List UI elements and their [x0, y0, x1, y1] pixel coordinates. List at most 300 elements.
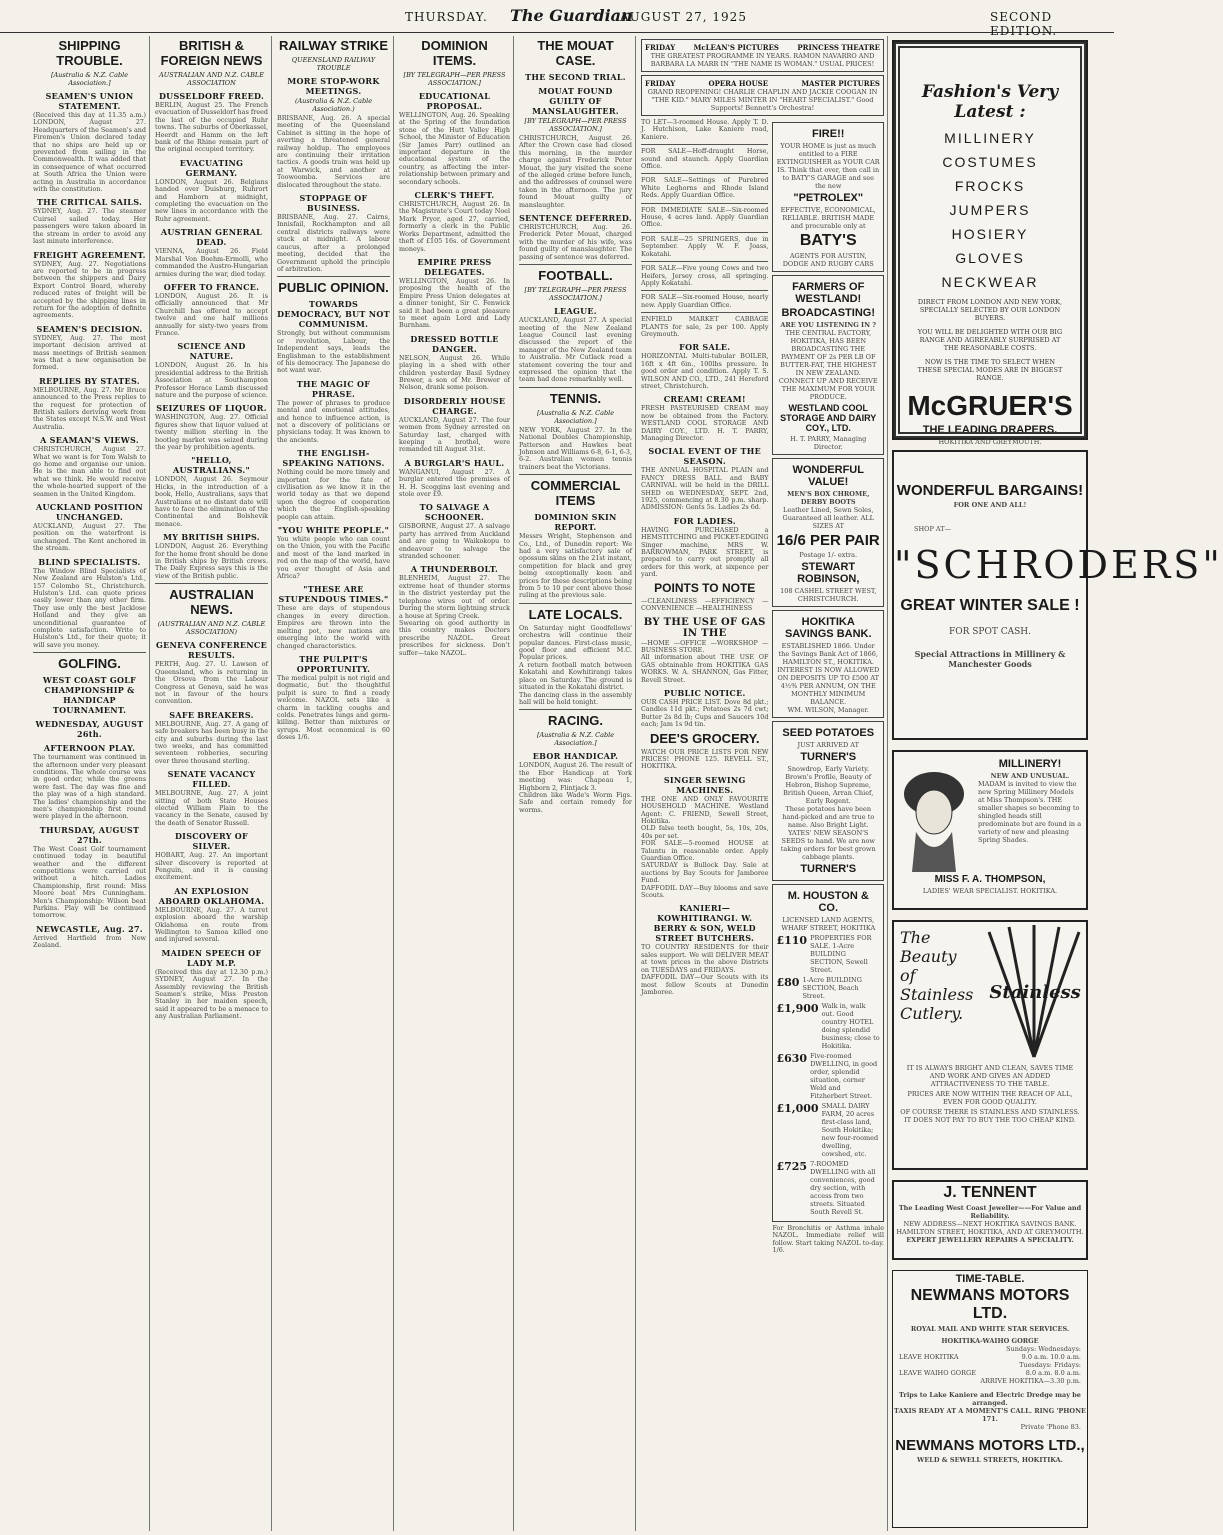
ad-heading: TIME-TABLE.: [955, 1273, 1025, 1285]
heading-dominion-items: DOMINION ITEMS.: [421, 38, 488, 68]
ad-price: 16/6 PER PAIR: [776, 532, 880, 549]
column-classifieds: [638, 36, 888, 1531]
subheading: SCIENCE AND NATURE.: [177, 341, 246, 362]
source-line: AUSTRALIAN AND N.Z. CABLE ASSOCIATION: [159, 71, 264, 87]
ad-text: MEN'S BOX CHROME, DERBY BOOTS: [787, 490, 870, 506]
ad-heading: WESTLAND COOL STORAGE AND DAIRY COY., LTD.: [780, 403, 877, 433]
ad-text: LADIES' WEAR SPECIALIST. HOKITIKA.: [922, 887, 1058, 895]
divider: [641, 144, 768, 145]
ad-text: DIRECT FROM LONDON AND NEW YORK, SPECIALLY SELECTED BY OUR LONDON BUYERS.: [917, 298, 1063, 322]
divider: [519, 474, 632, 475]
article-text: These are days of stupendous changes in every direction. Empires are thrown into the melting pot, new nations are emerging into the world with changed characteristics.: [277, 604, 390, 650]
article-text: MELBOURNE, Aug. 27. A turret explosion aboard the warship Oklahoma en route from Wellington to Samoa killed one and injured several.: [155, 905, 268, 944]
subheading: AFTERNOON PLAY.: [43, 743, 136, 754]
article-text: AUCKLAND, August 27. A special meeting of the New Zealand League Council last evening discussed the report of the manager of the New Zealand team to Australia. Mr Cutlack read a statement covering the tour and expressed the opinion that the team had done remarkably well.: [519, 316, 632, 384]
property-price: £1,900: [776, 1002, 819, 1015]
ad-text: PRICES ARE NOW WITHIN THE REACH OF ALL, EVEN FOR GOOD QUALITY.: [907, 1090, 1073, 1106]
subheading: WEST COAST GOLF CHAMPIONSHIP & HANDICAP TOURNAMENT.: [42, 675, 137, 716]
article-text: The Window Blind Specialists of New Zealand are Hulston's Ltd., 157 Colombo St., Christchurch. Hulston's Ltd. can quote prices easily lower than any other firm. They use only the best Jacklose Holland and they give an unconditional guarantee of complete satisfaction. Write to Hulston's Ltd., for their quote; it will save you money.: [33, 566, 146, 649]
source-line: (Australia & N.Z. Cable Association.): [294, 97, 373, 113]
subheading: DRESSED BOTTLE DANGER.: [410, 333, 499, 354]
property-price: £725: [776, 1160, 808, 1173]
classified: SATURDAY is Bullock Day. Sale at auctions by Bay Scouts for Jamboree Fund.: [641, 861, 769, 885]
subheading: LEAGUE.: [554, 306, 597, 317]
classified: WATCH OUR PRICE LISTS FOR NEW PRICES! PHONE 125. REVELL ST., HOKITIKA.: [641, 747, 769, 771]
classified: HAVING PURCHASED a HEMSTITCHING and PICKET-EDGING Singer machine, MRS W. BARROWMAN, PARK STREET, is prepared to carry out promptly all orders for this work, at sixpence per yard.: [641, 525, 769, 579]
ad-mcgruers-fashion: [892, 40, 1088, 446]
subheading: TO SALVAGE A SCHOONER.: [419, 502, 490, 523]
subheading: SEAMEN'S DECISION.: [36, 323, 143, 334]
subheading: AUCKLAND POSITION UNCHANGED.: [36, 502, 143, 523]
property-listing: [776, 1102, 880, 1158]
article-text: BLENHEIM, August 27. The extreme heat of thunder storms in the district yesterday put the telephone wires out of order. During the storm lightning struck a house at Spring Creek.: [399, 574, 510, 620]
property-desc: 7-ROOMED DWELLING with all conveniences, good dry section, with access from two streets. Situated South Revell St.: [810, 1160, 876, 1216]
tt-times: 8.0 a.m. 8.0 a.m.: [1025, 1369, 1081, 1377]
property-listing: [776, 934, 880, 974]
source-line: [BY TELEGRAPH—PER PRESS ASSOCIATION.]: [403, 71, 506, 87]
ad-text: EXPERT JEWELLERY REPAIRS A SPECIALITY.: [906, 1236, 1074, 1244]
ad-text: JUST ARRIVED AT: [797, 741, 859, 749]
ad-mcleans-pictures: [641, 39, 884, 72]
subheading: SENATE VACANCY FILLED.: [167, 769, 256, 790]
ad-tennent: [892, 1180, 1088, 1260]
ad-text: Private 'Phone 83.: [1020, 1423, 1081, 1431]
ad-heading: WONDERFUL BARGAINS!: [896, 482, 1084, 499]
classified: FRESH PASTEURISED CREAM may now be obtained from the Factory. WESTLAND COOL STORAGE AND DAIRY COY., LTD. H. T. PARRY, Managing Director.: [641, 404, 769, 442]
ad-text: EFFECTIVE, ECONOMICAL, RELIABLE. BRITISH MADE and procurable only at: [780, 206, 876, 230]
ad-wonderful-value: [772, 458, 884, 607]
subheading: CREAM! CREAM!: [663, 394, 746, 405]
ad-heading: SEED POTATOES: [782, 727, 875, 739]
ad-heading: TURNER'S: [800, 863, 857, 875]
classified: OLD false teeth bought, 5s, 10s, 20s, 40s per set.: [641, 824, 769, 840]
article-text: WANGANUI, August 27. A burglar entered the premises of H. H. Scoggins last evening and stole over £9.: [399, 467, 510, 499]
article-text: PERTH, Aug. 27. U. Lawson of Queensland, who is returning in the Orsova from the Labour Congress at Geneva, said he was not in favour of the hours convention.: [155, 660, 268, 706]
source-line: (AUSTRALIAN AND N.Z. CABLE ASSOCIATION): [157, 620, 266, 637]
article-text: CHRISTCHURCH, Aug. 26. Frederick Peter Mouat, charged with the murder of his wife, was found guilty of manslaughter. The passing of sentence was deferred.: [519, 223, 632, 261]
ad-heading: HOKITIKA SAVINGS BANK.: [784, 616, 872, 640]
classified: —HOME —OFFICE —WORKSHOP —BUSINESS STORE.: [641, 638, 769, 654]
fashion-item: NECKWEAR: [941, 274, 1039, 290]
heading-late-locals: LATE LOCALS.: [528, 606, 623, 622]
ad-schroders: [892, 450, 1223, 740]
ad-text: CONNECT UP AND RECEIVE THE MAXIMUM FOR YOUR PRODUCE.: [778, 377, 878, 401]
ad-heading: Beauty of: [900, 947, 957, 985]
ad-heading: MISS F. A. THOMPSON,: [934, 874, 1046, 885]
classified: DAFFODIL DAY—Our Scouts with its most fellow Scouts at Dunedin Jamboree.: [641, 973, 769, 996]
article-text: Arrived Hartfield from New Zealand.: [33, 933, 146, 950]
ad-text: These potatoes have been hand-picked and are true to name. Also Bright Light. YATES' NEW SEASON'S SEEDS to hand. We are now taking orders for best grown cabbage plants.: [780, 805, 876, 861]
ad-text: Trips to Lake Kaniere and Electric Dredge may be arranged.: [899, 1391, 1081, 1407]
lady-hat-icon: [894, 752, 974, 872]
ad-heading: GREAT WINTER SALE !: [900, 597, 1080, 614]
stainless-script: Stainless: [989, 982, 1081, 1003]
ad-text: NOW IS THE TIME TO SELECT WHEN THESE SPECIAL MODES ARE IN BIGGEST RANGE.: [917, 358, 1063, 382]
ad-heading: THE LEADING DRAPERS.: [922, 424, 1058, 436]
article-text: MELBOURNE, Aug. 27. A joint sitting of both State Houses elected William Plain to the vacancy in the Senate, caused by the death of Senator Russell.: [155, 789, 268, 827]
subheading: "THESE ARE STUPENDOUS TIMES.": [278, 584, 389, 605]
masthead: [0, 0, 1114, 38]
ad-venue: OPERA HOUSE: [708, 79, 769, 88]
heading-shipping: SHIPPING TROUBLE.: [56, 38, 123, 68]
ad-heading: NEWMANS MOTORS LTD.: [910, 1287, 1070, 1322]
article-text: The dancing class in the assembly hall will be held tonight.: [519, 690, 632, 706]
ad-text: LICENSED LAND AGENTS, WHARF STREET, HOKITIKA: [781, 916, 876, 932]
ad-text: WELD & SEWELL STREETS, HOKITIKA.: [917, 1456, 1063, 1464]
subheading: FOR LADIES.: [673, 515, 736, 526]
article-text: WELLINGTON, August 26. In proposing the health of the Empire Press Union delegates at a dinner tonight, Sir C. Fenwick said it had been a great pleasure to meet again Lord and Lady Burnham.: [399, 276, 510, 330]
article-text: AUCKLAND, August 27. The four women from Sydney arrested on Saturday last, charged with keeping a brothel, were remanded till August 31st.: [399, 415, 510, 454]
article-text: CHRISTCHURCH, August 26. After the Crown case had closed this morning, in the murder charge against Frederick Peter Mouat, the jury visited the scene of the alleged crime before lunch, and the addresses of counsel were taken in the afternoon. The jury found Mouat guilty of manslaughter.: [519, 134, 632, 209]
ad-text: GRAND REOPENING! CHARLIE CHAPLIN AND JACKIE COOGAN IN "THE KID." MARY MILES MINTER IN "HEART SPECIALIST." Good Supports! Bennett's Orchestra!: [647, 88, 878, 112]
ad-heading: Stainless: [900, 985, 974, 1004]
article-text: Messrs Wright, Stephenson and Co., Ltd., of Dunedin report: We had a very satisfactory sale of opossum skins on the 21st instant, competition for black and grey being exceptionally keen and prices for these descriptions being from 5 to 10 per cent above those ruling at the previous sale.: [519, 532, 632, 600]
divider: [155, 583, 268, 584]
article-text: You white people who can count on the Union, you with the Pacific and most of the land marked in red on the map of the world, have you ever thought of Asia and Africa?: [277, 535, 390, 581]
subheading: SEIZURES OF LIQUOR.: [156, 403, 267, 414]
masthead-title: The Guardian: [510, 6, 633, 25]
article-text: (Received this day at 12.30 p.m.) SYDNEY, August 27. In the Assembly reviewing the British Seamen's strike, Miss Preston Stanley in her maiden speech, said it appeared to be a menace to any Australian Parliament.: [155, 967, 268, 1021]
ad-savings-bank: [772, 610, 884, 718]
ad-text: IT IS ALWAYS BRIGHT AND CLEAN, SAVES TIME AND WORK AND GIVES AN ADDED ATTRACTIVENESS TO THE TABLE.: [906, 1064, 1074, 1088]
ad-text: WM. WILSON, Manager.: [787, 706, 869, 714]
ad-text: ROYAL MAIL AND WHITE STAR SERVICES.: [910, 1325, 1070, 1333]
classified: FOR IMMEDIATE SALE—Six-roomed House, 4 acres land. Apply Guardian Office.: [641, 205, 769, 229]
source-line: [Australia & N.Z. Cable Association.]: [50, 71, 129, 87]
ad-text: Postage 1/- extra.: [799, 551, 858, 559]
ad-day: FRIDAY: [645, 43, 676, 52]
fashion-item: COSTUMES: [942, 154, 1038, 170]
ad-text: H. T. PARRY, Managing Director.: [790, 435, 867, 451]
subheading: FOR SALE.: [679, 342, 731, 353]
ad-text: FOR ONE AND ALL!: [953, 501, 1027, 509]
subheading: THE CRITICAL SAILS.: [36, 197, 143, 208]
property-desc: Walk in, walk out. Good country HOTEL doing splendid business; close to Hokitika.: [821, 1002, 880, 1050]
article-text: SYDNEY, Aug. 27. The steamer Cuirsel sailed today. Her passengers were taken aboard in the stream in order to avoid any last minute interference.: [33, 207, 146, 246]
column-shipping: [30, 36, 150, 1531]
divider: [641, 203, 768, 204]
ad-text: YOUR HOME is just as much entitled to a FIRE EXTINGUISHER as YOUR CAR IS. Think that over, then call in to BATY'S GARAGE and see the new: [776, 142, 880, 190]
heading-points: POINTS TO NOTE: [654, 580, 756, 595]
ad-fire: [772, 122, 884, 272]
article-text: GISBORNE, August 27. A salvage party has arrived from Auckland and are going to Waikokopu to endeavour to salvage the stranded schooner.: [399, 522, 510, 561]
article-text: SYDNEY, Aug. 27. Negotiations are reported to be in progress between the shippers and Dairy Export Control Board, whereby reduced rates of freight will be accepted by the shipping lines in return for the adoption of definite agreements.: [33, 259, 146, 320]
divider: [641, 312, 768, 313]
ad-heading: J. TENNENT: [943, 1184, 1037, 1201]
divider: [641, 173, 768, 174]
ad-seed-potatoes: [772, 721, 884, 881]
fashion-item: HOSIERY: [951, 226, 1029, 242]
tt-times: 9.0 a.m. 10.0 a.m.: [1021, 1353, 1081, 1361]
ad-text: NEW ADDRESS—NEXT HOKITIKA SAVINGS BANK. HAMILTON STREET, HOKITIKA, AND AT GREYMOUTH.: [896, 1220, 1084, 1236]
heading-public-opinion: PUBLIC OPINION.: [278, 280, 389, 296]
article-text: The tournament was continued in the afternoon under very pleasant conditions. The whole course was in good order, while the greens were fast. The day was fine and the play was of a high standard. The ladies' championship and the men's championship first round were played in the afternoon.: [33, 753, 146, 821]
ad-newmans-timetable: [892, 1270, 1088, 1528]
ad-text: ARRIVE HOKITIKA—3.30 p.m.: [980, 1377, 1081, 1385]
ad-heading: M. HOUSTON & CO.: [787, 890, 869, 914]
ad-text: YOU WILL BE DELIGHTED WITH OUR BIG RANGE AND AGREEABLY SURPRISED AT THE REASONABLE COSTS.: [917, 328, 1063, 352]
ad-heading: Fashion's Very Latest :: [921, 82, 1059, 122]
article-text: SYDNEY, Aug. 27. The most important decision arrived at mass meetings of British seamen was that a new organisation be formed.: [33, 333, 146, 372]
ad-text: Leather Lined, Sewn Soles, Guaranteed all leather. ALL SIZES AT: [782, 506, 874, 530]
tt-label: LEAVE HOKITIKA: [899, 1353, 959, 1361]
subheading: AUSTRIAN GENERAL DEAD.: [160, 227, 263, 248]
subheading: THE PULPIT'S OPPORTUNITY.: [296, 653, 371, 674]
subheading: DUSSELDORF FREED.: [158, 91, 265, 101]
classified: TO COUNTRY RESIDENTS for their sales support. We will DELIVER MEAT at town prices in the above Districts on TUESDAYS and FRIDAYS.: [641, 943, 769, 974]
subheading: THE SECOND TRIAL.: [525, 72, 626, 82]
ad-heading: STEWART ROBINSON,: [797, 561, 860, 585]
ad-text: THE CENTRAL FACTORY, HOKITIKA, HAS BEEN BROADCASTING THE PAYMENT OF 2s PER LB OF BUTTER-FAT, THE HIGHEST IN NEW ZEALAND.: [780, 329, 877, 377]
subheading: OFFER TO FRANCE.: [163, 281, 260, 292]
subheading: A SEAMAN'S VIEWS.: [40, 435, 139, 446]
heading-australian-news: AUSTRALIAN NEWS.: [169, 587, 254, 618]
article-text: LONDON, August 26. Everything for the home front should be done in British ships by British crews. The Daily Express says this is the view of the British public.: [155, 542, 268, 580]
article-text: AUCKLAND, August 27. The position on the waterfront is unchanged. The Kent anchored in the stream.: [33, 522, 146, 553]
property-desc: SMALL DAIRY FARM, 20 acres first-class land, South Hokitika; new four-roomed dwelling, cowshed, etc.: [821, 1102, 879, 1158]
classified: OUR CASH PRICE LIST. Dove 8d pkt.; Candles 11d pkt.; Potatoes 2s 7d cwt; Butter 2s 8d lb; Cups and Saucers 10d each; Jam 1s 9d tin.: [641, 697, 769, 729]
article-text: On Saturday night Goodfellows' orchestra will continue their popular dances. First-class music, good floor and efficient M.C. Popular prices.: [519, 623, 632, 662]
article-text: CHRISTCHURCH, August 26. In the Magistrate's Court today Noel Mark Pryor, aged 27, carried, formerly a clerk in the Public Works Department, admitted the theft of £105 16s. of Government moneys.: [399, 200, 510, 253]
heading-commercial: COMMERCIAL ITEMS: [530, 478, 621, 509]
subheading: MAIDEN SPEECH OF LADY M.P.: [161, 947, 262, 968]
ad-heading: FIRE!!: [812, 128, 845, 140]
ad-text: ESTABLISHED 1866. Under the Savings Bank Act of 1866, HAMILTON ST., HOKITIKA. INTEREST IS NOW ALLOWED ON DEPOSITS UP TO £500 AT 4½% PER ANNUM, ON THE MONTHLY MINIMUM BALANCE.: [777, 642, 880, 706]
ad-text: FOR SPOT CASH.: [949, 627, 1031, 637]
ad-heading: "PETROLEX": [793, 192, 864, 204]
article-text: (Received this day at 11.35 a.m.) LONDON, August 27. Headquarters of the Seamen's and Firemen's Union declared today that no ships are held up or prevented from sailing in the Commonwealth. It was added that in consequence of what occurred at South Africa the Union were acting in Australia in accordance with the constitution.: [33, 111, 146, 194]
article-text: CHRISTCHURCH, August 27. What we want is for Tom Walsh to go home and organise our union. He is the man able to find out what we think. He would receive the whole-hearted support of the seamen in the United Kingdom.: [33, 445, 146, 498]
divider: [641, 261, 768, 262]
ad-houston: [772, 884, 884, 1222]
classified: THE ANNUAL HOSPITAL PLAIN and FANCY DRESS BALL and BABY CARNIVAL will be held in the DRILL SHED on WEDNESDAY, SEPT. 2nd, 1925, commencing at 8.30 p.m. sharp. ADMISSION: Gents 5s. Ladies 2s 6d.: [641, 466, 769, 512]
article-text: WELLINGTON, Aug. 26. Speaking at the Spring of the foundation stone of the Hutt Valley High School, the Minister of Education (Sir James Parr) outlined an important departure in the educational system of the country, as affecting the inter-relationship between primary and secondary schools.: [399, 111, 510, 186]
ad-heading: WONDERFUL VALUE!: [792, 464, 864, 488]
article-text: BRISBANE, Aug. 26. A special meeting of the Queensland Cabinet is sitting in the hope of averting a threatened general railway holdup. The employees are continuing their irritation tactics. A goods train was held up at Warwick, and another at Toowoomba. Services are dislocated throughout the state.: [277, 114, 390, 189]
subheading: "HELLO, AUSTRALIANS.": [172, 455, 250, 476]
article-text: MELBOURNE, Aug. 27. A gang of safe breakers has been busy in the city and suburbs during the last two weeks, and has committed seventeen robberies, securing over three thousand sterling.: [155, 719, 268, 765]
article-text: BRISBANE, Aug. 27. Cairns, Innisfail, Rockhampton and all central districts railways were stuck at midnight. A labour caucus, after a prolonged meeting, decided that the Government uphold the principle of arbitration.: [277, 213, 390, 273]
fashion-item: FROCKS: [954, 178, 1026, 194]
subheading: EBOR HANDICAP.: [532, 751, 619, 762]
fashion-item: MILLINERY: [944, 130, 1036, 146]
article-text: A return football match between Kokatahi and Kowhitirangi takes place on Saturday. The ground is situated in the Kokatahi district.: [519, 660, 632, 692]
masthead-date: AUGUST 27, 1925: [620, 10, 747, 24]
subheading: WEDNESDAY, AUGUST 26th.: [35, 719, 144, 740]
article-text: HOBART, Aug. 27. An important silver discovery is reported at Penguin, and it is causing excitement.: [155, 851, 268, 882]
ad-heading: BROADCASTING!: [781, 307, 875, 319]
heading-golfing: GOLFING.: [58, 656, 121, 672]
divider: [641, 290, 768, 291]
source-line: QUEENSLAND RAILWAY TROUBLE: [291, 56, 376, 72]
heading-dees: DEE'S GROCERY.: [649, 730, 760, 746]
classified: FOR SALE—Five young Cows and two Heifers, Jersey cross, all springing. Apply Kokatahi.: [641, 264, 769, 287]
divider: [519, 264, 632, 265]
subheading: BY THE USE OF GAS IN THE: [643, 616, 766, 639]
subheading: DOMINION SKIN REPORT.: [534, 512, 617, 533]
property-list: [776, 934, 880, 1216]
ad-text: Tuesdays: Fridays:: [1019, 1361, 1081, 1369]
classified: TO LET—3-roomed House. Apply T. D. J. Hutchison, Lake Kaniere road, Kaniere.: [641, 118, 769, 141]
subheading: EVACUATING GERMANY.: [179, 157, 244, 178]
article-text: LONDON, August 26. Seymour Hicks, in the introduction of a book, Hello, Australians, says that Australians at no distant date will have to face the elimination of the Continental and Bolshevik menace.: [155, 475, 268, 528]
mcgruers-logo: McGRUER'S: [907, 390, 1073, 421]
classified: FOR SALE—Hoff-draught Horse, sound and staunch. Apply Guardian Office.: [641, 147, 769, 171]
heading-british-foreign: BRITISH & FOREIGN NEWS: [160, 38, 263, 68]
article-text: NELSON, August 26. While playing in a shed with other children yesterday Basil Sydney Brewer, a son of Mr. Brewer of Nelson, drank some poison.: [399, 353, 510, 392]
subheading: STOPPAGE OF BUSINESS.: [299, 193, 368, 214]
subheading: A BURGLAR'S HAUL.: [404, 457, 505, 468]
fashion-item: GLOVES: [955, 250, 1025, 266]
classified: ENFIELD MARKET CABBAGE PLANTS for sale, 2s per 100. Apply Greymouth.: [641, 315, 769, 338]
subheading: A THUNDERBOLT.: [410, 564, 499, 575]
ad-text: OF COURSE THERE IS STAINLESS AND STAINLESS. IT DOES NOT PAY TO BUY THE TOO CHEAP KIND.: [900, 1108, 1080, 1124]
subheading: THE MAGIC OF PHRASE.: [296, 378, 371, 399]
classified: For Bronchitis or Asthma inhale NAZOL. Immediate relief will follow. Start taking NAZOL to-day. 1/6.: [772, 1224, 884, 1255]
divider: [33, 652, 146, 653]
article-text: BERLIN, August 25. The French evacuation of Dusseldorf has freed the last of the occupied Ruhr towns. The suburbs of Oberkassel, Heerdt and Hamm on the left bank of the Rhine remain part of the original occupied territory.: [155, 101, 268, 154]
source-line: [BY TELEGRAPH—PER PRESS ASSOCIATION.]: [524, 117, 627, 133]
column-british-news: [152, 36, 272, 1531]
article-text: LONDON, August 26. The result of the Ebor Handicap at York meeting was: Chapeau 1, Highborn 2, Flintjack 3.: [519, 761, 632, 792]
subheading: SOCIAL EVENT OF THE SEASON.: [648, 446, 762, 467]
article-text: MELBOURNE, Aug. 27. Mr Bruce announced to the Press replies to the request for protection of British sailors deriving work from the States except N.S.W. and West Australia.: [33, 385, 146, 431]
article-text: The medical pulpit is not rigid and dogmatic, but the thoughtful pulpit is sure to find a ready welcome. NAZOL sets like a charm in tackling coughs and colds. Penetrates lungs and germ-killing. Better than mixtures or syrups. Most economical is 60 doses 1/6.: [277, 673, 390, 742]
ad-theatre: MASTER PICTURES: [801, 79, 880, 88]
subheading: TOWARDS DEMOCRACY, BUT NOT COMMUNISM.: [277, 299, 390, 330]
divider: [277, 276, 390, 277]
property-listing: [776, 1160, 880, 1216]
ad-heading: BATY'S: [799, 232, 857, 249]
classified: DAFFODIL DAY—Buy blooms and save Scouts.: [641, 883, 769, 900]
article-text: LONDON, August 26. In his presidential address to the British Association at Southampton Professor Horace Lamb discussed nature and the purpose of science.: [155, 361, 268, 399]
divider: [641, 232, 768, 233]
subheading: MORE STOP-WORK MEETINGS.: [287, 76, 380, 96]
subheading: THE ENGLISH-SPEAKING NATIONS.: [282, 448, 385, 469]
article-text: Nothing could be more timely and important for the fate of civilisation as we know it in the world today as that we depend upon the degree of cooperation which the English-speaking people can attain.: [277, 468, 390, 521]
subheading: DISCOVERY OF SILVER.: [174, 831, 249, 852]
subheading: EDUCATIONAL PROPOSAL.: [418, 91, 491, 111]
property-price: £110: [776, 934, 808, 947]
source-line: [BY TELEGRAPH—PER PRESS ASSOCIATION.]: [524, 286, 627, 303]
subheading: KANIERI—KOWHITIRANGI. W. BERRY & SON, WELD STREET BUTCHERS.: [653, 903, 756, 944]
property-desc: Five-roomed DWELLING, in good order, splendid situation, corner Weld and Fitzherbert Street.: [810, 1052, 878, 1100]
article-text: VIENNA, August 26. Field Marshal Von Boehm-Ermolli, who commanded the Austro-Hungarian armies during the war, died today.: [155, 247, 268, 278]
ad-text: Snowdrop, Early Variety. Brown's Profile, Beauty of Hebron, Bishop Supreme, British Queen, Arran Chief, Early Regent.: [783, 765, 874, 805]
heading-racing: RACING.: [548, 713, 603, 729]
article-text: WASHINGTON, Aug. 27. Official figures show that liquor valued at twenty million sterling in the bootleg market was seized during the year by prohibition agents.: [155, 413, 268, 451]
heading-tennis: TENNIS.: [549, 390, 602, 406]
classified: HORIZONTAL Multi-tubular BOILER, 16ft x 4ft 6in., 100lbs pressure. In good order and condition. Apply T. S. WILSON AND CO., LTD., 241 Hereford street, Christchurch.: [641, 352, 769, 390]
article-text: The West Coast Golf tournament continued today in beautiful weather and the different competitions were carried out without a hitch. Ladies Championship, first round: Miss Moore beat Mrs Cunningham. Men's Championship: Wilson beat Parkins. Play will be continued tomorrow.: [33, 844, 146, 920]
classified: FOR SALE—25 SPRINGERS, due in September. Apply W. F. Joass, Kokatahi.: [641, 234, 769, 258]
property-desc: 1-Acre BUILDING SECTION, Beach Street.: [802, 976, 862, 1000]
ad-text: The Leading West Coast Jeweller——For Value and Reliability.: [898, 1204, 1082, 1220]
ad-heading: FARMERS OF WESTLAND!: [792, 281, 865, 305]
classified: FOR SALE—Six-roomed House, nearly new. Apply Guardian Office.: [641, 293, 769, 309]
subheading: MOUAT FOUND GUILTY OF MANSLAUGHTER.: [532, 86, 619, 116]
subheading: BLIND SPECIALISTS.: [38, 556, 141, 567]
ad-day: FRIDAY: [645, 79, 676, 88]
tt-label: LEAVE WAIHO GORGE: [899, 1369, 976, 1377]
ad-text: MADAM is invited to view the new Spring Millinery Models at Miss Thompson's. THE smaller shapes so becoming to shingled heads still predominate but are found in a variety of new and pleasing Spring Shades.: [978, 780, 1082, 844]
subheading: SENTENCE DEFERRED.: [519, 213, 632, 224]
ad-text: 108 CASHEL STREET WEST, CHRISTCHURCH.: [780, 587, 877, 603]
column-mouat: [516, 36, 636, 1531]
ad-venue: McLEAN'S PICTURES: [693, 43, 779, 52]
subheading: EMPIRE PRESS DELEGATES.: [417, 256, 492, 277]
ad-text: TAXIS READY AT A MOMENT'S CALL. RING 'PHONE 171.: [894, 1407, 1086, 1423]
heading-railway-strike: RAILWAY STRIKE: [278, 38, 389, 53]
subheading: GENEVA CONFERENCE RESULTS.: [156, 640, 267, 661]
masthead-day: THURSDAY.: [405, 10, 488, 24]
divider: [519, 709, 632, 710]
subheading: FREIGHT AGREEMENT.: [33, 249, 146, 260]
subheading: SEAMEN'S UNION STATEMENT.: [45, 91, 134, 111]
ad-text: SHOP AT—: [914, 525, 952, 533]
divider: [519, 603, 632, 604]
property-desc: PROPERTIES FOR SALE. 1-Acre BUILDING SECTION, Sewell Street.: [810, 934, 872, 974]
classified: All information about THE USE OF GAS obtainable from HOKITIKA GAS WORKS. W. A. SHANNON, Gas Fitter, Revell Street.: [641, 653, 769, 684]
subheading: THURSDAY, AUGUST 27th.: [39, 824, 140, 845]
classified: —CLEANLINESS —EFFICIENCY —CONVENIENCE —HEALTHINESS: [641, 596, 769, 613]
ad-millinery: [892, 750, 1088, 910]
subheading: AN EXPLOSION ABOARD OKLAHOMA.: [158, 885, 265, 906]
ad-theatre: PRINCESS THEATRE: [797, 43, 880, 52]
heading-mouat-case: THE MOUAT CASE.: [537, 38, 614, 68]
ad-heading: MILLINERY!: [998, 758, 1062, 770]
ad-broadcasting: [772, 275, 884, 455]
subheading: NEWCASTLE, Aug. 27.: [36, 923, 143, 934]
property-listing: [776, 1002, 880, 1050]
ad-stainless-cutlery: [892, 920, 1088, 1170]
subheading: "YOU WHITE PEOPLE.": [277, 525, 390, 536]
article-text: Children like Wade's Worm Figs. Safe and certain remedy for worms.: [519, 790, 632, 814]
masthead-edition: SECOND EDITION.: [990, 10, 1058, 38]
divider: [519, 387, 632, 388]
article-text: LONDON, August 26. It is officially announced that Mr Churchill has offered to accept twelve and one half millions annually for sixty-two years from France.: [155, 291, 268, 337]
column-dominion: [396, 36, 514, 1531]
property-price: £80: [776, 976, 800, 989]
subheading: DISORDERLY HOUSE CHARGE.: [403, 395, 506, 416]
classified: FOR SALE—5-roomed HOUSE at Taluntu in reasonable order. Apply Guardian Office.: [641, 839, 769, 863]
classified: FOR SALE—Settings of Purebred White Leghorns and Rhode Island Reds. Apply Guardian Office.: [641, 176, 769, 200]
classified: THE ONE AND ONLY FAVOURITE HOUSEHOLD MACHINE. Westland Agent: C. FRIEND, Sewell Street, Hokitika.: [641, 794, 769, 825]
article-text: Strongly, but without communism or revolution, Labour, the Independent says, leads the Englishman to the establishment of his democracy. The Japanese do not want war.: [277, 329, 390, 375]
property-listing: [776, 976, 880, 1000]
column-railway: [274, 36, 394, 1531]
ad-heading: TURNER'S: [800, 751, 857, 763]
ad-text: NEW AND UNUSUAL.: [990, 772, 1070, 780]
article-text: Swearing on good authority in this country makes Doctors prescribe NAZOL. Great prescribes for sickness. Don't suffer—take NAZOL.: [399, 618, 510, 657]
subheading: SAFE BREAKERS.: [169, 709, 254, 720]
heading-football: FOOTBALL.: [538, 268, 613, 284]
fashion-list: [894, 130, 1086, 290]
ad-heading: Cutlery.: [900, 1004, 964, 1023]
ad-heading: NEWMANS MOTORS LTD.,: [895, 1437, 1085, 1454]
ad-text: AGENTS FOR AUSTIN, DODGE AND RUGBY CARS: [782, 252, 874, 268]
ad-opera-house: [641, 75, 884, 116]
property-listing: [776, 1052, 880, 1100]
hat-illustration: [894, 752, 974, 872]
schroders-logo: "SCHRODERS": [894, 543, 1223, 587]
property-price: £1,000: [776, 1102, 819, 1115]
article-text: LONDON, August 26. Belgians handed over Duisburg, Ruhrort and Hamborn at midnight, completing the evacuation on the new lines in accordance with the Ruhr agreement.: [155, 177, 268, 223]
subheading: PUBLIC NOTICE.: [663, 687, 746, 698]
subheading: SINGER SEWING MACHINES.: [663, 774, 746, 795]
property-price: £630: [776, 1052, 808, 1065]
fashion-item: JUMPERS: [949, 202, 1031, 218]
